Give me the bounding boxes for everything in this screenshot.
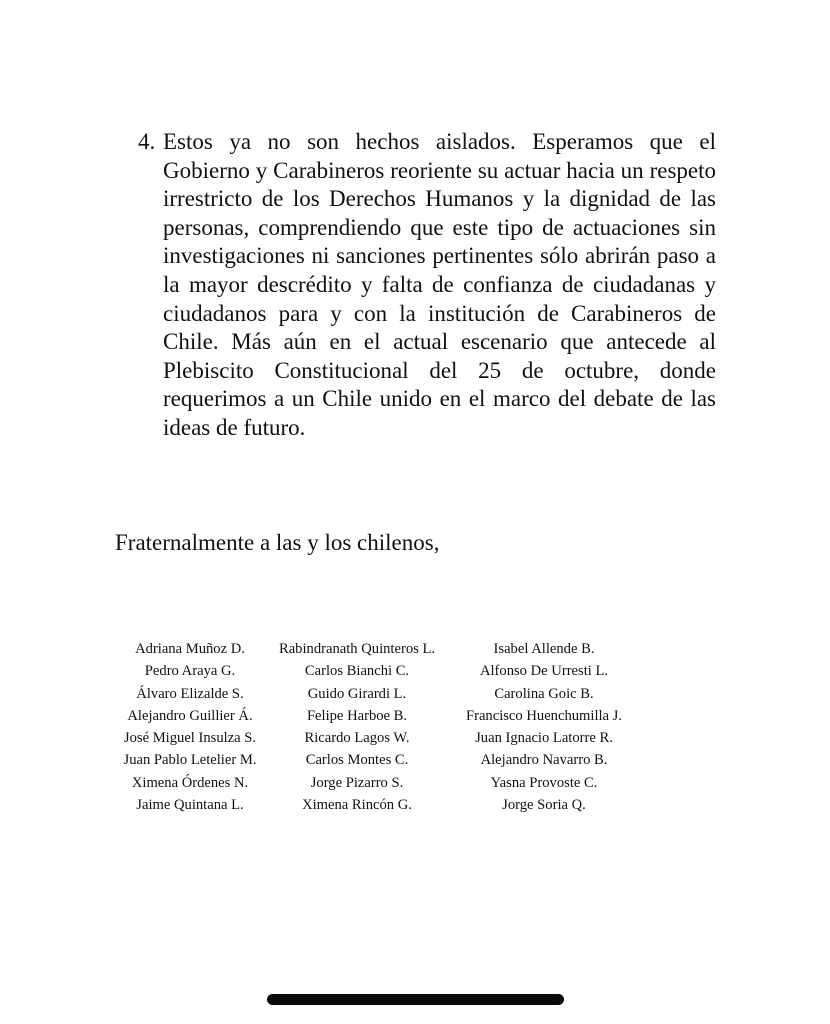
point-number: 4. <box>138 129 156 154</box>
numbered-point-4 <box>138 128 716 443</box>
signatory-name: Álvaro Elizalde S. <box>136 685 244 702</box>
signatories-column-1 <box>117 638 263 816</box>
signatory-name: Yasna Provoste C. <box>490 774 598 791</box>
signatory-name: Francisco Huenchumilla J. <box>465 707 623 724</box>
home-indicator-bar[interactable] <box>267 994 564 1005</box>
signatory-name: Jaime Quintana L. <box>136 797 244 814</box>
signatory-name: Carlos Montes C. <box>305 752 409 769</box>
signatory-name: Juan Ignacio Latorre R. <box>475 730 613 747</box>
signatory-name: Ximena Rincón G. <box>302 797 412 814</box>
signatory-name: Alejandro Guillier Á. <box>127 707 253 724</box>
signatory-name: Carlos Bianchi C. <box>304 663 410 680</box>
signatory-name: Pedro Araya G. <box>144 663 236 680</box>
signatory-name: Jorge Soria Q. <box>502 797 586 814</box>
closing-salutation: Fraternalmente a las y los chilenos, <box>115 530 440 555</box>
signatory-name: Felipe Harboe B. <box>306 707 408 724</box>
signatory-name: Alejandro Navarro B. <box>480 752 608 769</box>
signatory-name: Alfonso De Urresti L. <box>479 663 609 680</box>
signatory-name: Isabel Allende B. <box>493 641 595 657</box>
signatory-name: Adriana Muñoz D. <box>135 641 245 657</box>
signatory-name: Jorge Pizarro S. <box>310 774 404 791</box>
signatory-name: Carolina Goic B. <box>494 685 594 702</box>
signatory-name: Juan Pablo Letelier M. <box>123 752 257 769</box>
signatories-column-2 <box>263 638 451 816</box>
signatory-name: Rabindranath Quinteros L. <box>278 641 436 657</box>
point-paragraph: Estos ya no son hechos aislados. Esperamos que el Gobierno y Carabineros reoriente su actuar hacia un respeto irrestricto de los Derechos Humanos y la dignidad de las personas, comprendiendo que este tipo de actuaciones sin investigaciones ni sanciones pertinentes sólo abrirán paso a la mayor descrédito y falta de confianza de ciudadanas y ciudadanos para y con la institución de Carabineros de Chile. Más aún en el actual escenario que antecede al Plebiscito Constitucional del 25 de octubre, donde requerimos a un Chile unido en el marco del debate de las ideas de futuro. <box>163 129 716 440</box>
signatory-name: Guido Girardi L. <box>307 685 407 702</box>
signatories-list <box>117 638 637 816</box>
signatory-name: José Miguel Insulza S. <box>123 730 257 747</box>
signatory-name: Ximena Órdenes N. <box>131 774 249 791</box>
signatories-column-3 <box>451 638 637 816</box>
signatory-name: Ricardo Lagos W. <box>304 730 410 747</box>
